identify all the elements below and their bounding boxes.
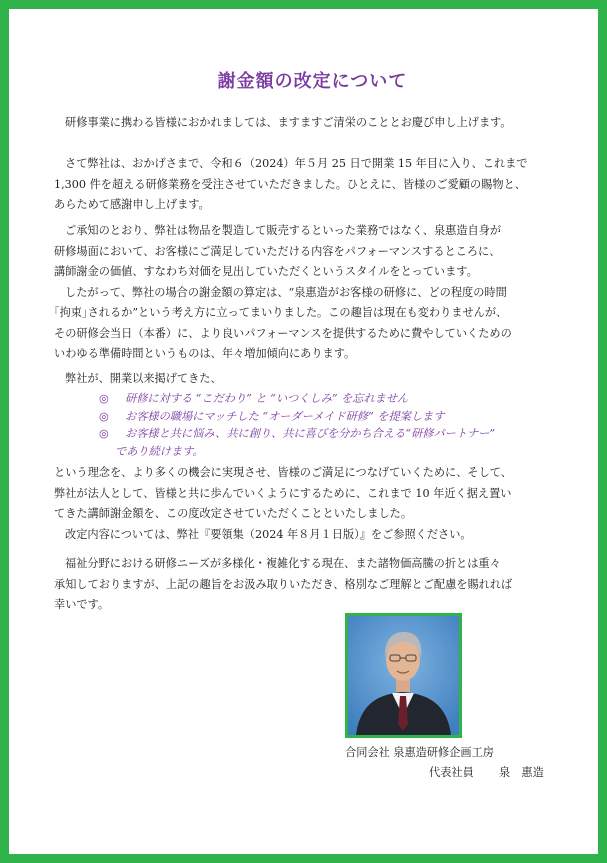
signatory-role: 代表社員: [429, 766, 474, 779]
history-paragraph: [54, 154, 574, 216]
paragraph-line: という理念を、より多くの機会に実現させ、皆様のご満足につなげていくために、そして、: [54, 466, 512, 479]
paragraph-line: 福祉分野における研修ニーズが多様化・複雑化する現在、また諸物価高騰の折とは重々: [65, 557, 501, 570]
paragraph-line: 弊社が、開業以来掲げてきた、: [65, 372, 222, 385]
portrait-illustration: [348, 616, 459, 735]
paragraph-line: 講師謝金の価値、すなわち対価を見出していただくというスタイルをとっています。: [54, 265, 478, 278]
fee-basis-paragraph: [54, 221, 574, 365]
closing-paragraph: [54, 554, 574, 616]
paragraph-line: あらためて感謝申し上げます。: [54, 198, 210, 211]
revision-paragraph: [54, 463, 574, 545]
representative-photo: [345, 613, 462, 738]
paragraph-line: ｢拘束｣されるか”という考え方に立ってまいりました。この趣旨は現在も変わりませんが、: [54, 306, 508, 319]
motto-text: お客様の職場にマッチした “オーダーメイド研修” を提案します: [125, 409, 445, 423]
paragraph-line: いわゆる準備時間というものは、年々増加傾向にあります。: [54, 347, 356, 360]
page-title: 謝金額の改定について: [217, 71, 408, 92]
paragraph-line: さて弊社は、おかげさまで、令和６（2024）年５月 25 日で開業 15 年目に入り、これまで: [65, 157, 528, 170]
greeting-paragraph: [54, 113, 574, 134]
paragraph-line: 承知しておりますが、上記の趣旨をお汲み取りいただき、格別なご理解とご配慮を賜れれば: [54, 577, 513, 591]
motto-text: お客様と共に悩み、共に創り、共に喜びを分かち合える“研修パートナー”: [125, 427, 496, 440]
philosophy-intro: [54, 369, 574, 390]
paragraph-line: ご承知のとおり、弊社は物品を製造して販売するといった業務ではなく、泉惠造自身が: [65, 224, 502, 237]
motto-item: [99, 390, 569, 408]
double-circle-icon: ◎: [99, 392, 109, 405]
company-name: 合同会社 泉惠造研修企画工房: [345, 746, 494, 759]
paragraph-line: てきた講師謝金額を、この度改定させていただくことといたしました。: [54, 507, 413, 520]
paragraph-line: 改定内容については、弊社『要領集（2024 年８月１日版）』をご参照ください。: [65, 527, 472, 541]
motto-continuation: であり続けます。: [115, 444, 204, 458]
signatory-name: 泉 惠造: [499, 766, 544, 779]
paragraph-line: 弊社が法人として、皆様と共に歩んでいくようにするために、これまで 10 年近く据え置い: [54, 486, 512, 500]
paragraph-line: したがって、弊社の場合の謝金額の算定は、“泉惠造がお客様の研修に、どの程度の時間: [65, 285, 507, 299]
motto-item: [99, 425, 569, 443]
paragraph-line: 研修場面において、お客様にご満足していただける内容をパフォーマンスするところに、: [54, 244, 501, 258]
double-circle-icon: ◎: [99, 427, 109, 440]
motto-list: [99, 390, 569, 460]
paragraph-line: 研修事業に携わる皆様におかれましては、ますますご清栄のこととお慶び申し上げます。: [65, 116, 512, 129]
paragraph-line: その研修会当日（本番）に、より良いパフォーマンスを提供するために費やしていくための: [54, 326, 512, 340]
motto-item: [99, 408, 569, 426]
motto-text: 研修に対する “こだわり” と “いつくしみ” を忘れません: [125, 392, 409, 405]
paragraph-line: 幸いです。: [54, 598, 110, 611]
double-circle-icon: ◎: [99, 409, 109, 423]
paragraph-line: 1,300 件を超える研修業務を受注させていただきました。ひとえに、皆様のご愛顧の賜物と、: [54, 177, 526, 191]
